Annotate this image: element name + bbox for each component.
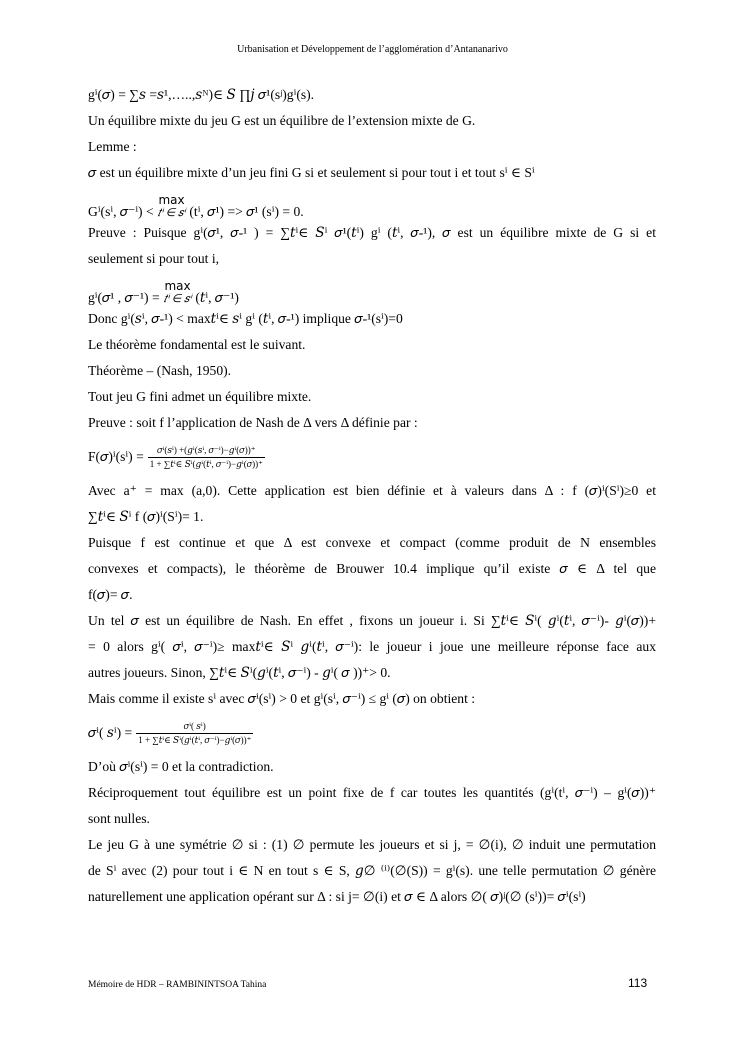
formula-suffix: (𝑡ⁱ, 𝜎⁻¹) <box>195 290 239 305</box>
max-formula-line <box>88 186 656 220</box>
paragraph-line: Avec a⁺ = max (a,0). Cette application est bien définie et à valeurs dans Δ : f (𝜎)ⁱ(Sⁱ)≥0 et <box>88 483 656 498</box>
fraction-denominator: 1 + ∑𝑡ⁱ∈ 𝑆ⁱ(𝑔ⁱ(𝑡ⁱ, 𝜎⁻ⁱ)−𝑔ⁱ(𝜎))⁺ <box>149 458 263 469</box>
fraction <box>136 721 253 746</box>
max-operator <box>164 280 192 306</box>
paragraph-line: = 0 alors gⁱ( 𝜎ⁱ, 𝜎⁻ⁱ)≥ max𝑡ⁱ∈ 𝑆ⁱ 𝑔ⁱ(𝑡ⁱ, 𝜎⁻ⁱ): le joueur i joue une meilleure réponse face aux <box>88 639 656 654</box>
fraction-numerator: 𝜎ⁱ( 𝑠ⁱ) <box>183 720 206 731</box>
formula-prefix: 𝜎ⁱ( 𝑠ⁱ) = <box>88 725 133 740</box>
paragraph-line: Un équilibre mixte du jeu G est un équilibre de l’extension mixte de G. <box>88 113 476 128</box>
paragraph-line: sont nulles. <box>88 811 150 826</box>
footer-author: Mémoire de HDR – RAMBININTSOA Tahina <box>88 980 267 990</box>
theorem-heading: Théorème – (Nash, 1950). <box>88 363 232 378</box>
max-label: max <box>164 279 191 293</box>
paragraph-line: Le jeu G à une symétrie ∅ si : (1) ∅ permute les joueurs et si j, = ∅(i), ∅ induit une permutation <box>88 837 656 852</box>
paragraph-line: naturellement une application opérant sur Δ : si j= ∅(i) et 𝜎 ∈ Δ alors ∅( 𝜎)ʲ(∅ (sⁱ))= 𝜎ⁱ(sⁱ) <box>88 889 586 904</box>
paragraph-line: Tout jeu G fini admet un équilibre mixte. <box>88 389 312 404</box>
paragraph-line: convexes et compacts), le théorème de Brouwer 10.4 implique qu’il existe 𝜎 ∈ Δ tel que <box>88 561 656 576</box>
page-body <box>88 82 656 910</box>
fraction <box>148 445 265 470</box>
formula-prefix: gⁱ(𝜎¹ , 𝜎⁻¹) = <box>88 290 160 305</box>
max-label: max <box>158 193 185 207</box>
max-subscript: 𝑡ⁱ ∈ 𝑠ⁱ <box>157 207 186 219</box>
formula-line: gⁱ(𝜎) = ∑𝑠 =𝑠¹,…..,𝑠ᴺ)∈ 𝑆 ∏𝑗 𝜎¹(sʲ)gⁱ(s). <box>88 87 315 102</box>
paragraph-line: seulement si pour tout i, <box>88 251 220 266</box>
formula-suffix: (tⁱ, 𝜎¹) => 𝜎¹ (sⁱ) = 0. <box>189 204 304 219</box>
max-operator <box>158 194 186 220</box>
paragraph-line: Réciproquement tout équilibre est un point fixe de f car toutes les quantités (gⁱ(tⁱ, 𝜎⁻ⁱ) – gⁱ(𝜎))⁺ <box>88 785 656 800</box>
fraction-numerator: 𝜎ⁱ(𝑠ⁱ) +(𝑔ⁱ(𝑠ⁱ, 𝜎⁻ⁱ)−𝑔ⁱ(𝜎))⁺ <box>157 444 256 455</box>
paragraph-line: Le théorème fondamental est le suivant. <box>88 337 306 352</box>
paragraph-line: Donc gⁱ(𝑠ⁱ, 𝜎-¹) < max𝑡ⁱ∈ 𝑠ⁱ gⁱ (𝑡ⁱ, 𝜎-¹) implique 𝜎-¹(sⁱ)=0 <box>88 311 403 326</box>
paragraph-line: Preuve : Puisque gⁱ(𝜎¹, 𝜎-¹ ) = ∑𝑡ⁱ∈ 𝑆ⁱ 𝜎¹(𝑡ⁱ) gⁱ (𝑡ⁱ, 𝜎-¹), 𝜎 est un équilibre mixte de G si et <box>88 225 656 240</box>
paragraph-line: D’où 𝜎ⁱ(sⁱ) = 0 et la contradiction. <box>88 759 274 774</box>
paragraph-line: Preuve : soit f l’application de Nash de Δ vers Δ définie par : <box>88 415 418 430</box>
paragraph-line: Un tel 𝜎 est un équilibre de Nash. En effet , fixons un joueur i. Si ∑𝑡ⁱ∈ 𝑆ⁱ( 𝑔ⁱ(𝑡ⁱ, 𝜎⁻ⁱ)- 𝑔ⁱ(𝜎))+ <box>88 613 656 628</box>
fraction-formula-line <box>88 712 656 754</box>
running-header: Urbanisation et Développement de l’agglomération d’Antananarivo <box>237 44 508 55</box>
paragraph-line: Mais comme il existe sⁱ avec 𝜎ⁱ(sⁱ) > 0 et gⁱ(sⁱ, 𝜎⁻ⁱ) ≤ gⁱ (𝜎) on obtient : <box>88 691 476 706</box>
paragraph-line: f(𝜎)= 𝜎. <box>88 587 133 602</box>
page-number: 113 <box>628 976 648 990</box>
max-subscript: 𝑡ⁱ ∈ 𝑠ⁱ <box>163 293 192 305</box>
lemma-heading: Lemme : <box>88 139 137 154</box>
fraction-formula-line <box>88 436 656 478</box>
paragraph-line: autres joueurs. Sinon, ∑𝑡ⁱ∈ 𝑆ⁱ(𝑔ⁱ(𝑡ⁱ, 𝜎⁻ⁱ) - 𝑔ⁱ( 𝜎 ))⁺> 0. <box>88 665 391 680</box>
paragraph-line: ∑𝑡ⁱ∈ 𝑆ⁱ f (𝜎)ⁱ(Sⁱ)= 1. <box>88 509 204 524</box>
fraction-denominator: 1 + ∑𝑡ⁱ∈ 𝑆ⁱ(𝑔ⁱ(𝑡ⁱ, 𝜎⁻ⁱ)−𝑔ⁱ(𝜎))⁺ <box>138 734 252 745</box>
formula-prefix: Gⁱ(sⁱ, 𝜎⁻ⁱ) < <box>88 204 154 219</box>
max-formula-line <box>88 272 656 306</box>
formula-prefix: F(𝜎)ⁱ(sⁱ) = <box>88 449 144 464</box>
paragraph-line: Puisque f est continue et que Δ est convexe et compact (comme produit de N ensembles <box>88 535 656 550</box>
paragraph-line: 𝜎 est un équilibre mixte d’un jeu fini G si et seulement si pour tout i et tout sⁱ ∈ Sⁱ <box>88 165 535 180</box>
paragraph-line: de Sⁱ avec (2) pour tout i ∈ N en tout s ∈ S, 𝑔∅ ⁽ⁱ⁾(∅(S)) = gⁱ(s). une telle permutation ∅ génère <box>88 863 656 878</box>
